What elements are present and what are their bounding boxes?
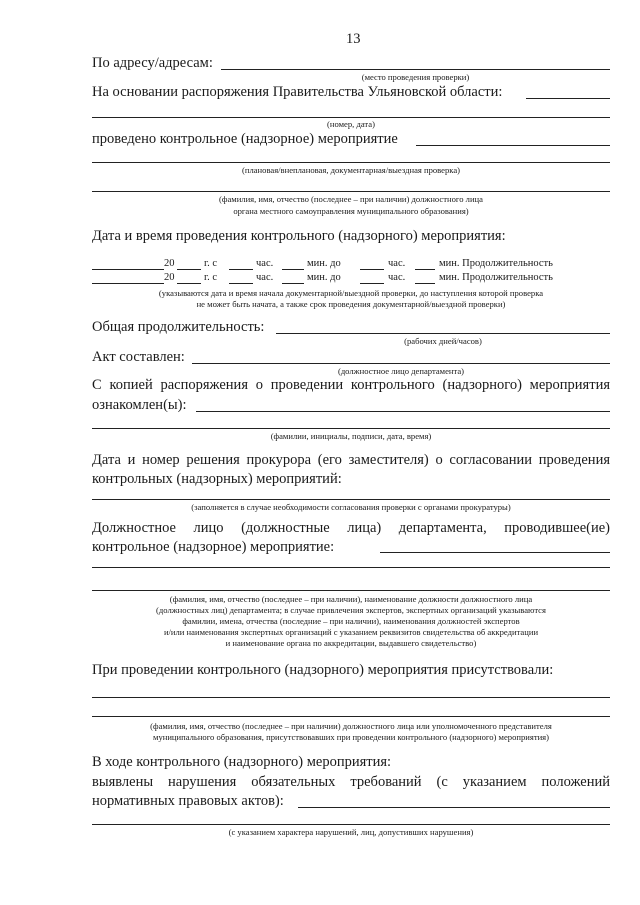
present-label: При проведении контрольного (надзорного) мероприятия присутствовали: [92, 662, 554, 678]
min-do-label-1: мин. до [307, 258, 341, 269]
start-hour-field-2[interactable] [229, 283, 253, 284]
violations-label-1: выявлены нарушения обязательных требований (с указанием положений [92, 774, 610, 790]
conducted-by-hint-2: (должностных лиц) департамента; в случае привлечения экспертов, экспертных организаций указываются [156, 605, 546, 615]
basis-line-2[interactable] [92, 117, 610, 118]
page-number: 13 [346, 31, 361, 47]
conducted-line-1[interactable] [416, 145, 610, 146]
start-min-field-2[interactable] [282, 283, 304, 284]
min-do-label-2: мин. до [307, 272, 341, 283]
year-field-1[interactable] [177, 269, 201, 270]
copy-label-2: ознакомлен(ы): [92, 397, 187, 413]
address-line[interactable] [221, 69, 610, 70]
conducted-by-label-2: контрольное (надзорное) мероприятие: [92, 539, 335, 555]
datetime-label: Дата и время проведения контрольного (надзорного) мероприятия: [92, 228, 506, 244]
g-s-label-2: г. с [204, 272, 218, 283]
type-hint: (плановая/внеплановая, документарная/выездная проверка) [241, 165, 461, 175]
present-hint-2: муниципального образования, присутствовавших при проведении контрольного (надзорного) мероприятия) [153, 732, 549, 742]
violations-hint: (с указанием характера нарушений, лиц, допустивших нарушения) [228, 827, 474, 837]
conducted-by-label-1: Должностное лицо (должностные лица) департамента, проводившее(ие) [92, 520, 610, 536]
conducted-by-line-1[interactable] [380, 552, 610, 553]
year-label-2: 20 [164, 272, 175, 283]
prosecutor-label-2: контрольных (надзорных) мероприятий: [92, 471, 342, 487]
chas-label-2: час. [256, 272, 274, 283]
date-field-2[interactable] [92, 283, 164, 284]
year-field-2[interactable] [177, 283, 201, 284]
address-label: По адресу/адресам: [92, 55, 213, 71]
official-hint-1: (фамилия, имя, отчество (последнее – при наличии) должностного лица [219, 194, 483, 204]
date-field-1[interactable] [92, 269, 164, 270]
basis-hint: (номер, дата) [327, 119, 375, 129]
duration-label-2: мин. Продолжительность [439, 272, 553, 283]
total-duration-hint: (рабочих дней/часов) [404, 336, 482, 346]
conducted-by-line-3[interactable] [92, 590, 610, 591]
end-min-field-1[interactable] [415, 269, 435, 270]
present-line-1[interactable] [92, 697, 610, 698]
conducted-by-hint-4: и/или наименования экспертных организаций с указанием реквизитов свидетельства об аккредитации [163, 627, 539, 637]
prosecutor-label-1: Дата и номер решения прокурора (его заместителя) о согласовании проведения [92, 452, 610, 468]
chas2-label-1: час. [388, 258, 406, 269]
start-hour-field-1[interactable] [229, 269, 253, 270]
copy-line-1[interactable] [196, 411, 610, 412]
official-hint-2: органа местного самоуправления муниципального образования) [233, 206, 469, 216]
conducted-by-hint-5: и наименование органа по аккредитации, выдавшего свидетельство) [225, 638, 477, 648]
total-duration-label: Общая продолжительность: [92, 319, 265, 335]
act-label: Акт составлен: [92, 349, 185, 365]
prosecutor-hint: (заполняется в случае необходимости согласования проверки с органами прокуратуры) [191, 502, 511, 512]
conducted-by-hint-3: фамилии, имена, отчества (последние – при наличии), наименования должностей экспертов [182, 616, 520, 626]
copy-hint: (фамилии, инициалы, подписи, дата, время) [270, 431, 432, 441]
start-min-field-1[interactable] [282, 269, 304, 270]
duration-label-1: мин. Продолжительность [439, 258, 553, 269]
copy-label-1: С копией распоряжения о проведении контрольного (надзорного) мероприятия [92, 377, 610, 393]
violations-line-2[interactable] [92, 824, 610, 825]
chas-label-1: час. [256, 258, 274, 269]
present-hint-1: (фамилия, имя, отчество (последнее – при наличии) должностного лица или уполномоченного представителя [150, 721, 552, 731]
end-hour-field-1[interactable] [360, 269, 384, 270]
present-line-2[interactable] [92, 716, 610, 717]
act-hint: (должностное лицо департамента) [337, 366, 465, 376]
course-label: В ходе контрольного (надзорного) мероприятия: [92, 754, 392, 770]
conducted-by-hint-1: (фамилия, имя, отчество (последнее – при наличии), наименование должности должностного лица [169, 594, 533, 604]
conducted-by-line-2[interactable] [92, 567, 610, 568]
end-min-field-2[interactable] [415, 283, 435, 284]
address-hint: (место проведения проверки) [361, 72, 470, 82]
total-duration-line[interactable] [276, 333, 610, 334]
conducted-line-2[interactable] [92, 162, 610, 163]
chas2-label-2: час. [388, 272, 406, 283]
g-s-label-1: г. с [204, 258, 218, 269]
copy-line-2[interactable] [92, 428, 610, 429]
conducted-label: проведено контрольное (надзорное) мероприятие [92, 131, 398, 147]
violations-line-1[interactable] [298, 807, 610, 808]
datetime-hint-1: (указываются дата и время начала документарной/выездной проверки, до наступления которой проверка [158, 288, 544, 298]
violations-label-2: нормативных правовых актов): [92, 793, 284, 809]
year-label-1: 20 [164, 258, 175, 269]
datetime-hint-2: не может быть начата, а также срок проведения документарной/выездной проверки) [196, 299, 506, 309]
prosecutor-line[interactable] [92, 499, 610, 500]
end-hour-field-2[interactable] [360, 283, 384, 284]
act-line[interactable] [192, 363, 610, 364]
official-line[interactable] [92, 191, 610, 192]
basis-label: На основании распоряжения Правительства Ульяновской области: [92, 84, 503, 100]
basis-line-1[interactable] [526, 98, 610, 99]
